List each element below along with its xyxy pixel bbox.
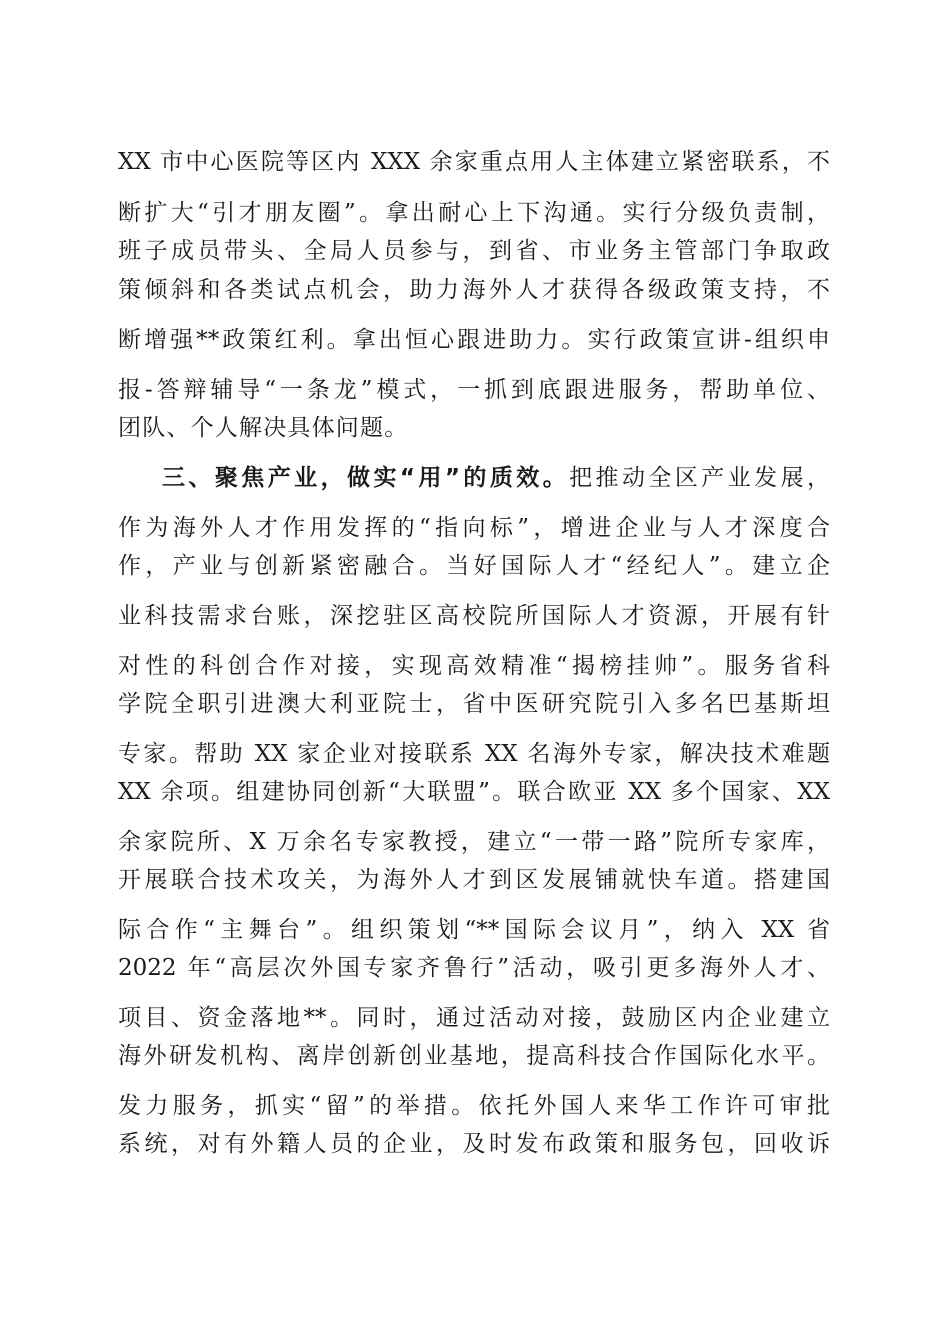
- body-line-18: 际合作“主舞台”。组织策划“**国际会议月”，纳入 XX 省: [118, 917, 830, 943]
- body-line-16: 余家院所、X 万余名专家教授，建立“一带一路”院所专家库，: [118, 829, 830, 855]
- section-3-heading: 三、聚焦产业，做实“用”的质效。: [162, 465, 570, 491]
- body-line-10: 作，产业与创新紧密融合。当好国际人才“经纪人”。建立企: [118, 553, 830, 579]
- body-line-23: 系统，对有外籍人员的企业，及时发布政策和服务包，回收诉: [118, 1131, 830, 1157]
- body-line-11: 业科技需求台账，深挖驻区高校院所国际人才资源，开展有针: [118, 603, 830, 629]
- body-line-2: 断扩大“引才朋友圈”。拿出耐心上下沟通。实行分级负责制，: [118, 200, 830, 226]
- body-line-3: 班子成员带头、全局人员参与，到省、市业务主管部门争取政: [118, 238, 830, 264]
- body-line-7: 团队、个人解决具体问题。: [118, 415, 409, 441]
- body-line-12: 对性的科创合作对接，实现高效精准“揭榜挂帅”。服务省科: [118, 653, 830, 679]
- section-3-first-line: [162, 458, 830, 498]
- body-line-9: 作为海外人才作用发挥的“指向标”，增进企业与人才深度合: [118, 515, 830, 541]
- body-line-22: 发力服务，抓实“留”的举措。依托外国人来华工作许可审批: [118, 1093, 830, 1119]
- body-line-21: 海外研发机构、离岸创新创业基地，提高科技合作国际化水平。: [118, 1043, 830, 1069]
- body-line-13: 学院全职引进澳大利亚院士，省中医研究院引入多名巴基斯坦: [118, 691, 830, 717]
- section-3-heading-tail: 把推动全区产业发展，: [569, 465, 831, 491]
- body-line-14: 专家。帮助 XX 家企业对接联系 XX 名海外专家，解决技术难题: [118, 741, 830, 767]
- body-line-1: XX 市中心医院等区内 XXX 余家重点用人主体建立紧密联系，不: [118, 149, 830, 175]
- body-line-15: XX 余项。组建协同创新“大联盟”。联合欧亚 XX 多个国家、XX: [118, 779, 830, 805]
- body-line-20: 项目、资金落地**。同时，通过活动对接，鼓励区内企业建立: [118, 1005, 830, 1031]
- body-line-17: 开展联合技术攻关，为海外人才到区发展铺就快车道。搭建国: [118, 867, 830, 893]
- body-line-4: 策倾斜和各类试点机会，助力海外人才获得各级政策支持，不: [118, 277, 830, 303]
- body-line-19: 2022 年“高层次外国专家齐鲁行”活动，吸引更多海外人才、: [118, 955, 830, 981]
- body-line-6: 报-答辩辅导“一条龙”模式，一抓到底跟进服务，帮助单位、: [118, 377, 830, 403]
- body-line-5: 断增强**政策红利。拿出恒心跟进助力。实行政策宣讲-组织申: [118, 327, 830, 353]
